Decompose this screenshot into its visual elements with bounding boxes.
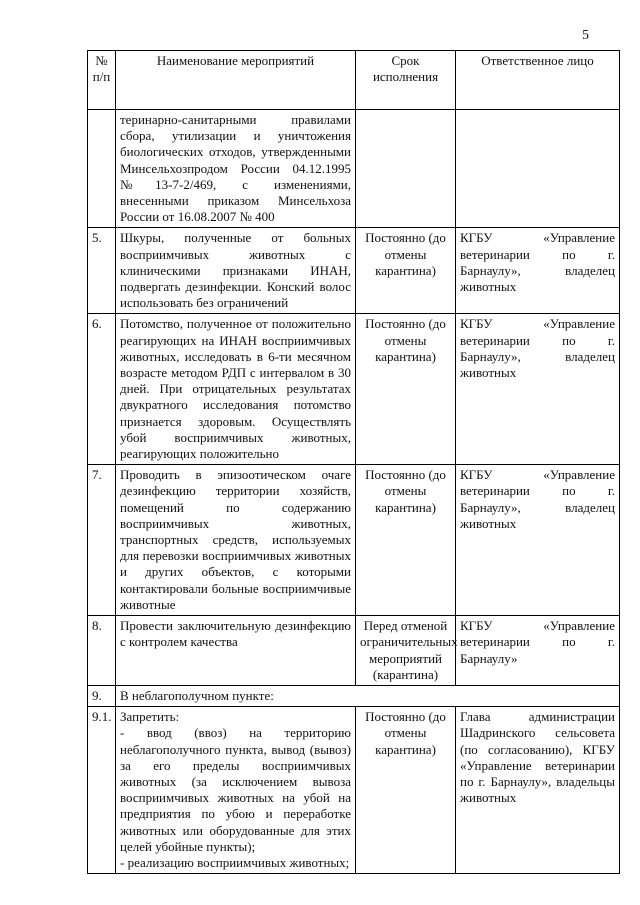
row-num (88, 110, 116, 228)
table-header-row (88, 51, 620, 110)
header-term: Срок исполнения (356, 51, 456, 110)
prohibit-item: - реализацию восприимчивых животных; (120, 854, 350, 870)
row-name: Проводить в эпизоотическом очаге дезинфекцию территории хозяйств, помещений по содержанию восприимчивых животных, транспортных средств, используемых для перевозки восприимчивых животных и других объектов, с которыми контактировали больные восприимчивые животные (116, 465, 356, 616)
row-num: 7. (88, 465, 116, 616)
prohibit-title: Запретить: (120, 709, 180, 725)
table-row (88, 616, 620, 686)
row-resp: КГБУ «Управление ветеринарии по г. Барнаулу» (456, 616, 620, 686)
row-name: теринарно-санитарными правилами сбора, утилизации и уничтожения биологических отходов, утвержденными Минсельхозпродом России 04.12.1995 №13-7-2/469, с изменениями, внесенными приказом Минсельхоза России от 16.08.2007 № 400 (116, 110, 356, 228)
row-term: Постоянно (до отмены карантина) (356, 465, 456, 616)
table-row (88, 314, 620, 465)
row-resp: КГБУ «Управление ветеринарии по г. Барнаулу», владелец животных (456, 228, 620, 314)
page-number: 5 (582, 28, 589, 43)
table-row (88, 465, 620, 616)
header-name: Наименование мероприятий (116, 51, 356, 110)
row-num: 9. (88, 685, 116, 706)
measures-table (87, 50, 620, 874)
row-term (356, 110, 456, 228)
header-resp: Ответственное лицо (456, 51, 620, 110)
table-row (88, 707, 620, 874)
table-row (88, 110, 620, 228)
row-term: Перед отменой ограничительных мероприятий (карантина) (356, 616, 456, 686)
table-row (88, 228, 620, 314)
row-name (116, 707, 356, 874)
table-row (88, 685, 620, 706)
row-term: Постоянно (до отмены карантина) (356, 314, 456, 465)
row-name: В неблагополучном пункте: (116, 685, 620, 706)
header-num: № п/п (88, 51, 116, 110)
row-term: Постоянно (до отмены карантина) (356, 228, 456, 314)
row-resp: КГБУ «Управление ветеринарии по г. Барнаулу», владелец животных (456, 314, 620, 465)
row-resp (456, 110, 620, 228)
row-resp: КГБУ «Управление ветеринарии по г. Барнаулу», владелец животных (456, 465, 620, 616)
row-name: Потомство, полученное от положительно реагирующих на ИНАН восприимчивых животных, исследовать в 6-ти месячном возрасте методом РДП с интервалом в 30 дней. При отрицательных результатах двукратного исследования потомство признается здоровым. Осуществлять убой восприимчивых животных, реагирующих положительно (116, 314, 356, 465)
row-num: 9.1. (88, 707, 116, 874)
row-term: Постоянно (до отмены карантина) (356, 707, 456, 874)
row-resp: Глава администрации Шадринского сельсовета (по согласованию), КГБУ «Управление ветеринарии по г. Барнаулу», владельцы животных (456, 707, 620, 874)
row-name: Провести заключительную дезинфекцию с контролем качества (116, 616, 356, 686)
row-num: 6. (88, 314, 116, 465)
row-num: 8. (88, 616, 116, 686)
prohibit-item: - ввод (ввоз) на территорию неблагополучного пункта, вывод (вывоз) за его пределы восприимчивых животных (за исключением вывоза восприимчивых животных на убой на предприятия по убою и переработке животных или оборудованные для этих целей убойные пункты); (120, 725, 351, 854)
row-num: 5. (88, 228, 116, 314)
row-name: Шкуры, полученные от больных восприимчивых животных с клиническими признаками ИНАН, подвергать дезинфекции. Конский волос использовать без ограничений (116, 228, 356, 314)
